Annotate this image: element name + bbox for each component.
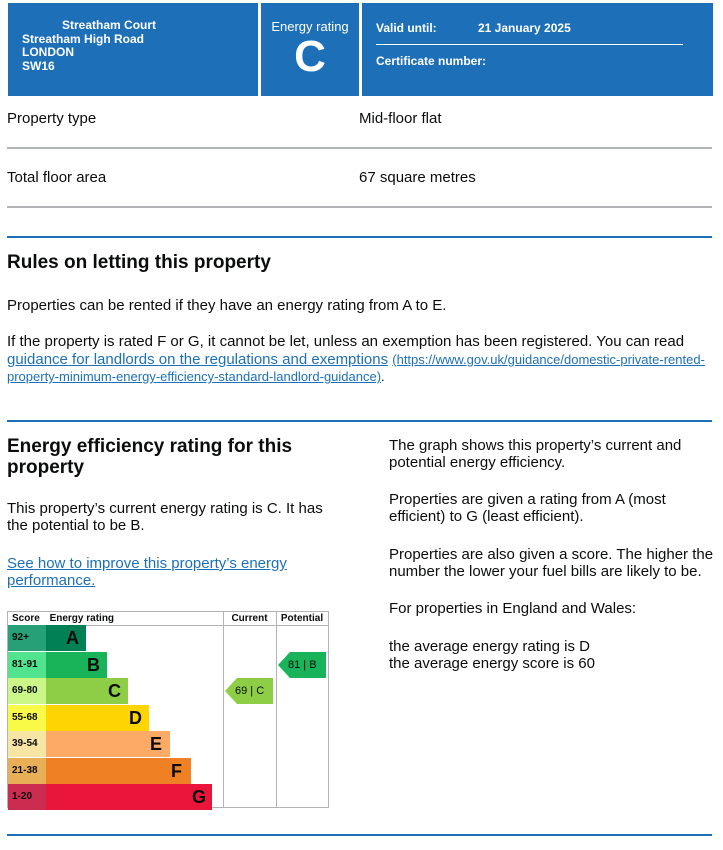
score-header: Score xyxy=(12,613,40,624)
section-divider xyxy=(7,236,712,238)
improve-link[interactable] xyxy=(7,555,287,589)
efficiency-heading xyxy=(7,436,347,478)
header-certificate-info xyxy=(362,3,713,96)
current-rating-pointer-label: 69 | C xyxy=(235,685,265,697)
floor-area-value: 67 square metres xyxy=(359,169,476,186)
band-score: 1-20 xyxy=(12,791,33,802)
chart-header-rating xyxy=(8,612,223,626)
band-letter: A xyxy=(66,628,79,648)
band-score: 21-38 xyxy=(12,764,38,776)
property-type-value: Mid-floor flat xyxy=(359,110,442,127)
guidance-link-text[interactable]: guidance for landlords on the regulations and exemptions xyxy=(7,351,389,368)
band-score: 81-91 xyxy=(12,658,38,670)
efficiency-heading-line: Energy efficiency rating for this xyxy=(7,436,293,457)
band-letter: D xyxy=(129,707,142,728)
current-rating-text: This property’s current energy rating is C. It has the potential to be B. xyxy=(7,500,323,534)
average-ratings xyxy=(389,638,595,672)
column-divider xyxy=(276,612,277,807)
current-header: Current xyxy=(223,612,276,626)
energy-rating-header: Energy rating xyxy=(49,613,115,624)
current-rating-pointer xyxy=(225,678,273,704)
valid-until-label: Valid until: xyxy=(376,21,437,35)
address-line: Streatham Court xyxy=(62,18,157,32)
section-divider xyxy=(7,834,712,836)
guidance-link-url-continued[interactable]: property-minimum-energy-efficiency-standard-landlord-guidance) xyxy=(7,369,382,384)
energy-rating-letter: C xyxy=(294,32,326,81)
england-wales-text: For properties in England and Wales: xyxy=(389,600,637,617)
band-score: 69-80 xyxy=(12,685,38,696)
address-line: Streatham High Road xyxy=(22,31,145,46)
band-bar xyxy=(46,784,212,810)
header-energy-rating xyxy=(261,3,359,96)
guidance-link-url[interactable]: (https://www.gov.uk/guidance/domestic-private-rented- xyxy=(392,352,705,367)
average-score-text: the average energy score is 60 xyxy=(389,655,595,672)
band-bar xyxy=(46,758,191,784)
band-letter: F xyxy=(171,760,182,781)
improve-link-line[interactable]: See how to improve this property’s energy xyxy=(7,555,287,572)
property-type-row xyxy=(7,96,712,149)
guidance-link-continued[interactable] xyxy=(7,369,385,385)
potential-rating-pointer-label: 81 | B xyxy=(288,658,317,671)
band-letter: B xyxy=(87,654,100,675)
rules-heading: Rules on letting this property xyxy=(7,252,271,273)
score-explanation: Properties are also given a score. The higher the number the lower your fuel bills are likely to be. xyxy=(389,546,714,580)
efficiency-heading-line: property xyxy=(7,457,85,478)
graph-explanation: The graph shows this property’s current and potential energy efficiency. xyxy=(389,437,682,471)
improve-link-line[interactable]: performance. xyxy=(7,572,96,589)
property-type-label: Property type xyxy=(7,110,97,127)
guidance-link-trailing: . xyxy=(381,369,385,384)
band-letter: E xyxy=(150,734,163,754)
column-divider xyxy=(223,612,224,807)
certificate-number-label: Certificate number: xyxy=(376,54,487,68)
rules-paragraph: Properties can be rented if they have an energy rating from A to E. xyxy=(7,297,447,314)
valid-until-value: 21 January 2025 xyxy=(478,21,571,35)
floor-area-label: Total floor area xyxy=(7,169,107,186)
section-divider xyxy=(7,420,712,422)
potential-header: Potential xyxy=(276,612,328,626)
valid-until-row xyxy=(376,21,683,45)
energy-rating-chart xyxy=(7,611,329,808)
band-letter: C xyxy=(108,681,121,701)
rules-paragraph-exemptions: If the property is rated F or G, it cannot be let, unless an exemption has been registered. You can read xyxy=(7,333,685,350)
rating-explanation: Properties are given a rating from A (most efficient) to G (least efficient). xyxy=(389,491,666,525)
potential-rating-pointer xyxy=(278,652,326,678)
band-score: 39-54 xyxy=(12,738,38,749)
band-score: 92+ xyxy=(12,632,29,643)
energy-rating-label: Energy rating xyxy=(271,19,349,34)
address-line: SW16 xyxy=(22,58,55,73)
band-score: 55-68 xyxy=(12,711,38,723)
header-address xyxy=(8,3,258,96)
band-letter: G xyxy=(192,787,207,807)
floor-area-row xyxy=(7,149,712,208)
address-line: LONDON xyxy=(22,45,74,59)
average-rating-text: the average energy rating is D xyxy=(389,638,590,655)
guidance-link[interactable] xyxy=(7,351,717,368)
